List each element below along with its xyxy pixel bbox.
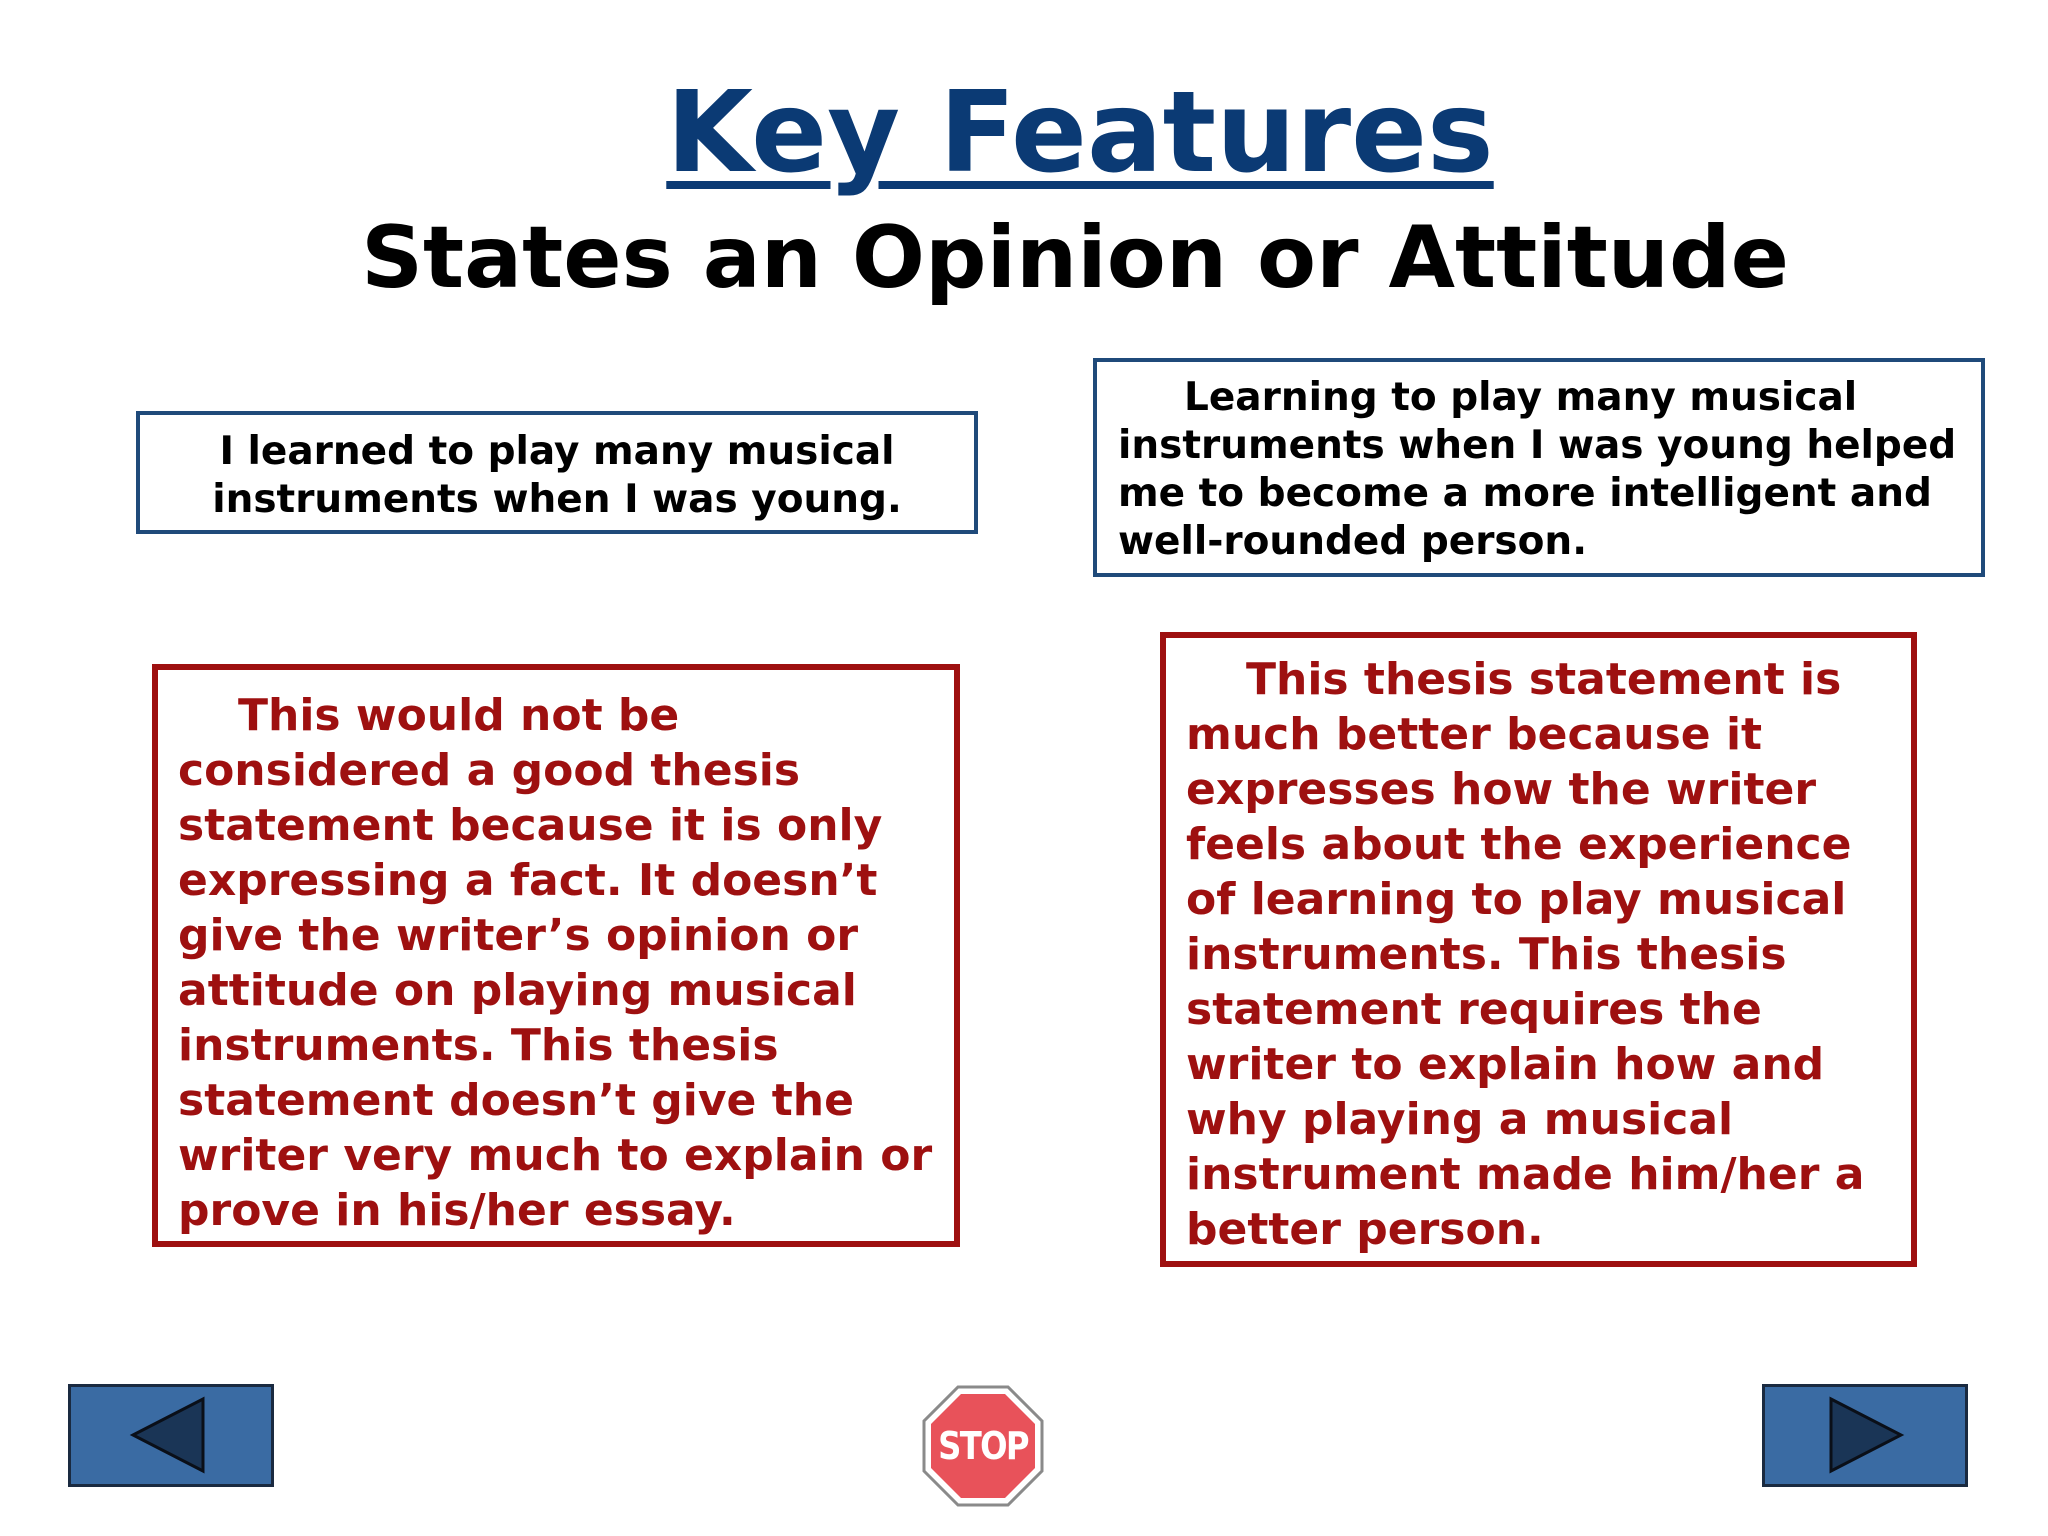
slide-title: Key Features [666, 68, 1494, 198]
stop-label: STOP [938, 1424, 1028, 1468]
opinion-comment-text: This thesis statement is much better because it expresses how the writer feels about the experience of learning to play musical instruments. This thesis statement requires the writer to explain how and why playing a musical instrument made him/her a better person. [1186, 654, 1865, 1255]
left-arrow-icon [71, 1387, 271, 1484]
slide-subtitle: States an Opinion or Attitude [361, 208, 1789, 308]
fact-comment-text: This would not be considered a good thesis statement because it is only expressing a fact. It doesn’t give the writer’s opinion or attitude on playing musical instruments. This thesis statement doesn’t give the writer very much to explain or prove in his/her essay. [178, 690, 933, 1236]
fact-statement-box [136, 411, 978, 534]
opinion-comment-box [1160, 632, 1917, 1267]
previous-slide-button[interactable] [68, 1384, 274, 1487]
opinion-statement-text: Learning to play many musical instruments when I was young helped me to become a more intelligent and well-rounded person. [1118, 375, 1957, 564]
fact-comment-box [152, 664, 960, 1247]
next-slide-button[interactable] [1762, 1384, 1968, 1487]
fact-statement-text: I learned to play many musical instruments when I was young. [212, 429, 902, 522]
right-arrow-icon [1765, 1387, 1965, 1484]
opinion-statement-box [1093, 358, 1985, 577]
stop-button[interactable] [922, 1385, 1044, 1507]
